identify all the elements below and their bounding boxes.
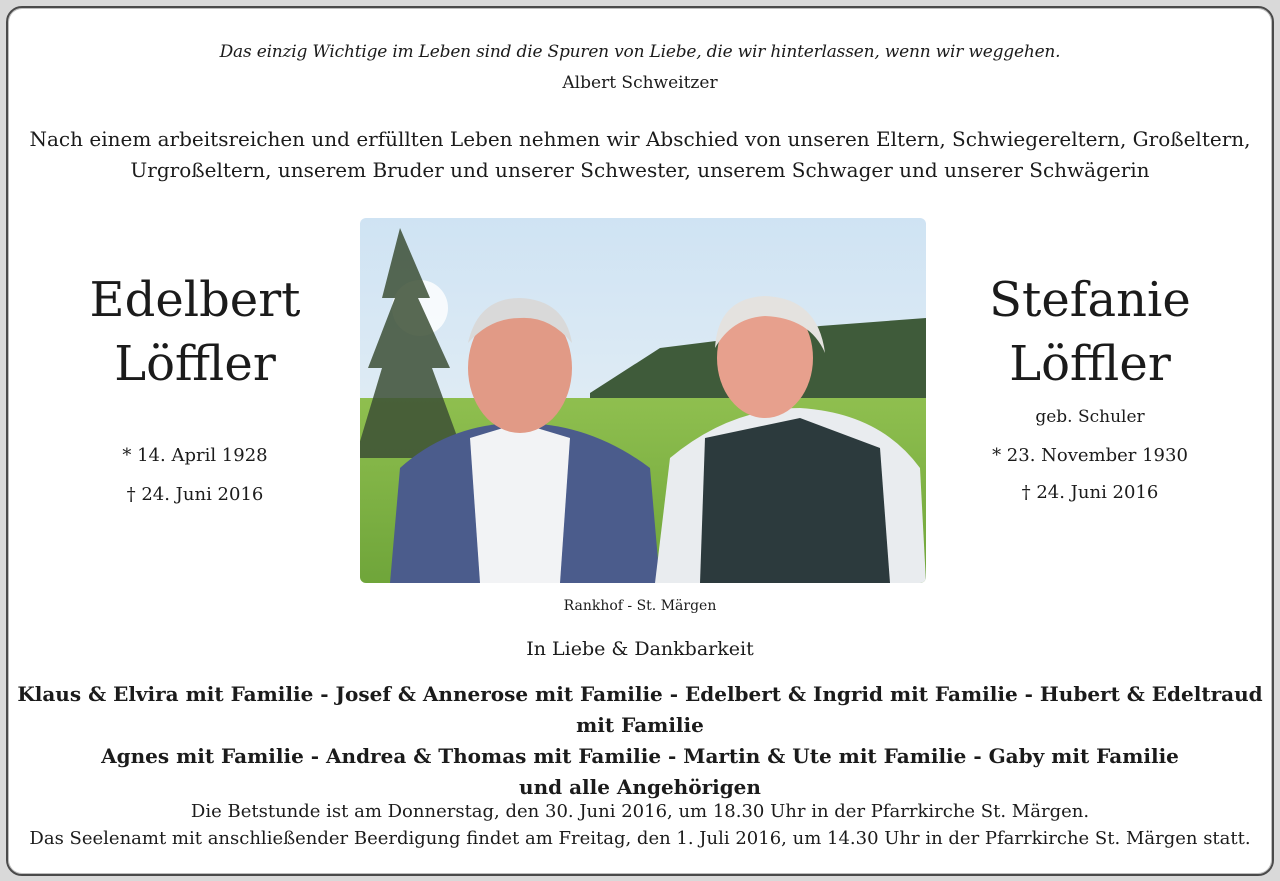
family-line-3: und alle Angehörigen [519, 775, 761, 799]
left-person-name [60, 268, 330, 396]
right-person-name [955, 268, 1225, 396]
service-line-2: Das Seelenamt mit anschließender Beerdigung findet am Freitag, den 1. Juli 2016, um 14.30 Uhr in der Pfarrkirche St. Märgen statt. [29, 828, 1251, 849]
intro-line-1: Nach einem arbeitsreichen und erfüllten Leben nehmen wir Abschied von unseren Eltern, Schwiegereltern, Großeltern, [29, 127, 1251, 151]
quote: Das einzig Wichtige im Leben sind die Spuren von Liebe, die wir hinterlassen, wenn wir weggehen. [219, 42, 1061, 62]
intro-text [0, 124, 1280, 186]
left-died: † 24. Juni 2016 [126, 484, 264, 505]
family-line-1: Klaus & Elvira mit Familie - Josef & Annerose mit Familie - Edelbert & Ingrid mit Familie - Hubert & Edeltraud mit Familie [17, 682, 1263, 737]
service-info [0, 798, 1280, 852]
left-first-name: Edelbert [89, 272, 301, 328]
quote-author: Albert Schweitzer [562, 73, 718, 93]
photo-caption: Rankhof - St. Märgen [563, 598, 717, 614]
couple-photo [360, 218, 926, 583]
right-maiden-name: geb. Schuler [1035, 407, 1145, 427]
right-last-name: Löffler [1009, 336, 1171, 392]
intro-line-2: Urgroßeltern, unserem Bruder und unserer Schwester, unserem Schwager und unserer Schwägerin [130, 158, 1150, 182]
thanks-line: In Liebe & Dankbarkeit [526, 638, 754, 660]
right-first-name: Stefanie [989, 272, 1191, 328]
right-born: * 23. November 1930 [992, 445, 1188, 466]
left-born: * 14. April 1928 [122, 445, 268, 466]
family-line-2: Agnes mit Familie - Andrea & Thomas mit Familie - Martin & Ute mit Familie - Gaby mit Familie [101, 744, 1179, 768]
family-list [0, 679, 1280, 803]
service-line-1: Die Betstunde ist am Donnerstag, den 30. Juni 2016, um 18.30 Uhr in der Pfarrkirche St. Märgen. [190, 801, 1090, 822]
left-last-name: Löffler [114, 336, 276, 392]
right-died: † 24. Juni 2016 [1021, 482, 1159, 503]
